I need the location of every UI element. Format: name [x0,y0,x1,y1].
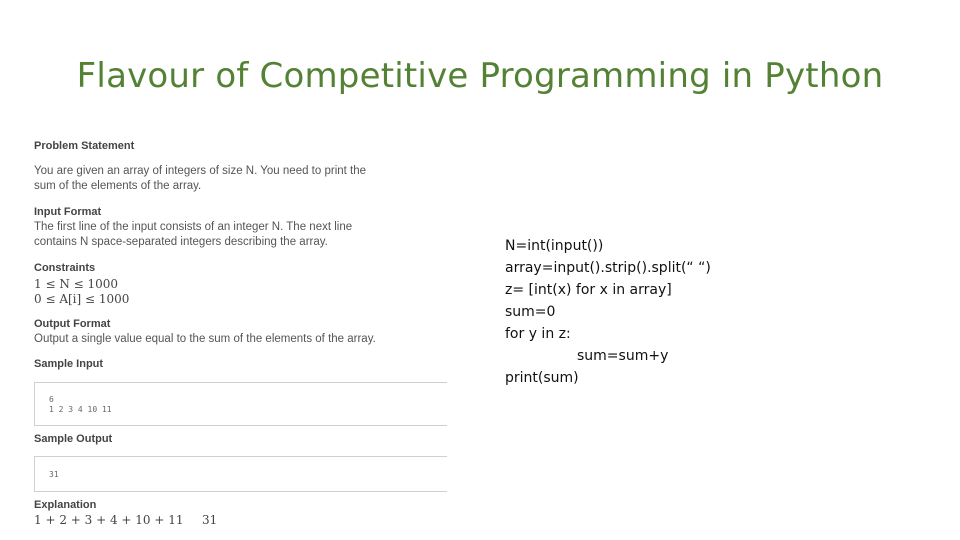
sample-output-line-1: 31 [49,470,59,479]
code-line-1: N=int(input()) [505,238,604,254]
explanation-expression: 1 + 2 + 3 + 4 + 10 + 11 [34,513,184,527]
problem-statement-line-1: You are given an array of integers of size N. You need to print the [34,165,367,177]
explanation-row [34,513,218,527]
code-line-6: sum=sum+y [577,348,669,364]
problem-statement-line-2: sum of the elements of the array. [34,180,202,192]
output-format-heading: Output Format [34,318,111,330]
code-line-7: print(sum) [505,370,579,386]
constraint-2: 0 ≤ A[i] ≤ 1000 [34,292,130,306]
constraint-1: 1 ≤ N ≤ 1000 [34,277,119,291]
code-line-3: z= [int(x) for x in array] [505,282,672,298]
explanation-heading: Explanation [34,499,97,511]
explanation-result: 31 [202,513,218,527]
input-format-line-2: contains N space-separated integers describing the array. [34,236,328,248]
sample-input-line-1: 6 [49,395,54,404]
sample-input-box [34,382,447,426]
input-format-heading: Input Format [34,206,102,218]
constraints-heading: Constraints [34,262,96,274]
sample-output-box [34,456,447,492]
code-block [505,235,711,389]
code-line-4: sum=0 [505,304,556,320]
sample-input-heading: Sample Input [34,358,104,370]
output-format-line-1: Output a single value equal to the sum of the elements of the array. [34,333,376,345]
code-line-2: array=input().strip().split(“ “) [505,260,711,276]
input-format-line-1: The first line of the input consists of an integer N. The next line [34,221,353,233]
sample-input-line-2: 1 2 3 4 10 11 [49,405,112,414]
code-line-5: for y in z: [505,326,571,342]
problem-statement-heading: Problem Statement [34,140,135,152]
sample-output-heading: Sample Output [34,433,113,445]
slide-title: Flavour of Competitive Programming in Python [76,56,884,96]
